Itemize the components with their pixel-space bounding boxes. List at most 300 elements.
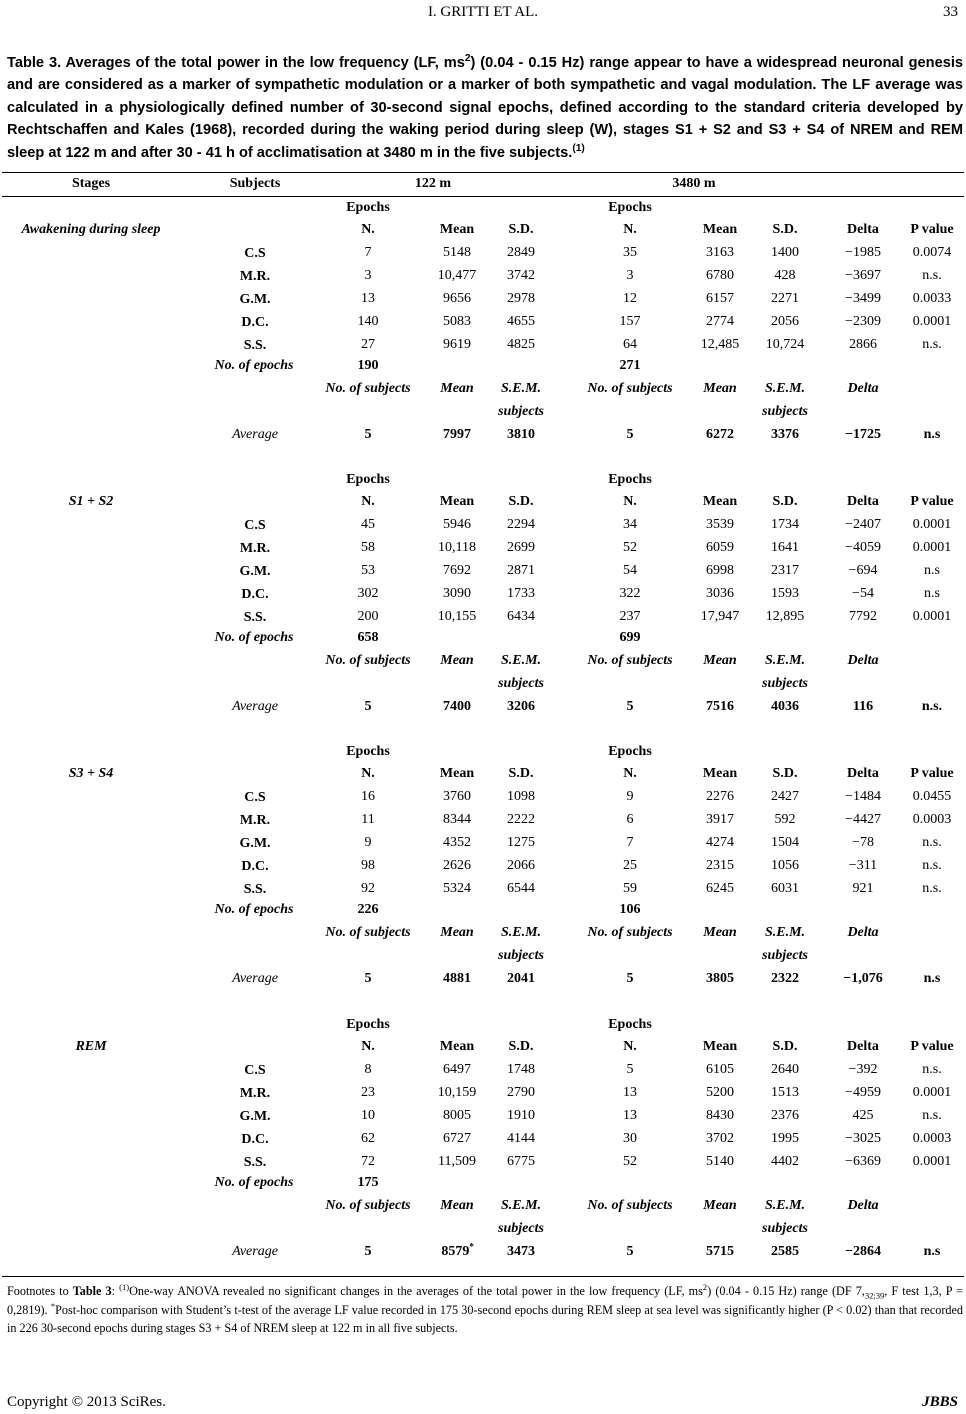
summary-header: No. of subjects — [325, 925, 411, 940]
table-cell: 1995 — [771, 1131, 799, 1146]
caption-sup1: 2 — [464, 53, 471, 65]
subject-name: M.R. — [239, 1086, 271, 1101]
table-cell: 200 — [357, 609, 379, 624]
average-cell: 3206 — [507, 699, 535, 714]
summary-header: Mean — [440, 1198, 474, 1213]
table-cell: 58 — [361, 540, 375, 555]
table-cell: 6059 — [706, 540, 734, 555]
detail-header: Delta — [847, 222, 879, 237]
table-cell: 3742 — [507, 268, 535, 283]
average-cell: 3376 — [771, 427, 799, 442]
table-cell: 1098 — [507, 789, 535, 804]
stage-label: Awakening during sleep — [21, 222, 161, 237]
average-cell: −1725 — [845, 427, 881, 442]
stage-label: S3 + S4 — [68, 766, 114, 781]
detail-header: Mean — [702, 494, 738, 509]
detail-header: N. — [623, 222, 637, 237]
table-cell: 4825 — [507, 337, 535, 352]
summary-subheader: subjects — [762, 1221, 808, 1236]
table-cell: 0.0001 — [912, 540, 952, 555]
table-cell: 54 — [623, 563, 637, 578]
epochs-label-3480m: Epochs — [608, 1017, 652, 1032]
table-cell: 23 — [361, 1085, 375, 1100]
table-cell: 9656 — [443, 291, 471, 306]
table-cell: 237 — [619, 609, 641, 624]
table-cell: 2056 — [771, 314, 799, 329]
summary-header: Mean — [440, 925, 474, 940]
footnote-text2: ) (0.04 - 0.15 Hz) range (DF 7, — [707, 1284, 865, 1298]
average-cell: 7997 — [443, 427, 471, 442]
table-cell: 3 — [364, 268, 372, 283]
table-cell: 921 — [852, 881, 874, 896]
table-cell: −1985 — [845, 245, 881, 260]
summary-header: Mean — [703, 653, 737, 668]
table-cell: −3025 — [845, 1131, 881, 1146]
table-cell: 2774 — [706, 314, 734, 329]
average-cell: 5 — [626, 1244, 634, 1259]
summary-header: No. of subjects — [587, 925, 673, 940]
summary-header: S.E.M. — [500, 1198, 542, 1213]
footnote-lead: Footnotes to — [7, 1284, 73, 1298]
average-significance-mark: * — [469, 1241, 474, 1252]
detail-header: S.D. — [772, 494, 798, 509]
table-cell: −694 — [848, 563, 878, 578]
summary-header: No. of subjects — [325, 653, 411, 668]
average-cell: 2041 — [507, 971, 535, 986]
table-cell: n.s. — [922, 1108, 942, 1123]
running-title: I. GRITTI ET AL. — [427, 4, 539, 20]
table-cell: 8 — [364, 1062, 372, 1077]
table-cell: 35 — [623, 245, 637, 260]
table-cell: −392 — [848, 1062, 878, 1077]
epochs-label-122m: Epochs — [346, 472, 390, 487]
detail-header: Mean — [439, 766, 475, 781]
subject-name: S.S. — [243, 610, 267, 625]
subject-name: D.C. — [241, 587, 269, 602]
table-cell: n.s. — [922, 835, 942, 850]
table-cell: 9 — [364, 835, 372, 850]
average-cell: 5 — [626, 971, 634, 986]
subject-name: D.C. — [241, 315, 269, 330]
table-cell: 10,118 — [438, 540, 476, 555]
table-cell: 0.0001 — [912, 517, 952, 532]
summary-header: S.E.M. — [500, 381, 542, 396]
detail-header: Mean — [439, 494, 475, 509]
summary-header: No. of subjects — [325, 1198, 411, 1213]
average-cell: 2585 — [771, 1244, 799, 1259]
average-cell: 5 — [364, 971, 372, 986]
table-cell: 3539 — [706, 517, 734, 532]
table-cell: 0.0033 — [912, 291, 952, 306]
average-cell: −1,076 — [843, 971, 883, 986]
table-cell: 8005 — [443, 1108, 471, 1123]
table-cell: 5200 — [706, 1085, 734, 1100]
table-cell: 1400 — [771, 245, 799, 260]
table-cell: 10,724 — [765, 337, 805, 352]
subject-name: D.C. — [241, 859, 269, 874]
table-cell: 34 — [623, 517, 637, 532]
subject-name: S.S. — [243, 338, 267, 353]
summary-header: Mean — [440, 653, 474, 668]
summary-header: Mean — [703, 381, 737, 396]
stage-label: REM — [75, 1039, 107, 1054]
summary-header: Mean — [440, 381, 474, 396]
table-cell: 3702 — [706, 1131, 734, 1146]
subject-name: D.C. — [241, 1132, 269, 1147]
table-cell: 2849 — [507, 245, 535, 260]
table-cell: 6 — [626, 812, 634, 827]
detail-header: P value — [910, 222, 954, 237]
table-cell: 2066 — [507, 858, 535, 873]
detail-header: N. — [361, 1039, 375, 1054]
table-cell: n.s — [924, 586, 940, 601]
average-cell: 116 — [852, 699, 874, 714]
table-cell: 6775 — [507, 1154, 535, 1169]
table-cell: 8344 — [443, 812, 471, 827]
table-cell: 8430 — [706, 1108, 734, 1123]
epochs-total-122m: 658 — [357, 630, 379, 645]
table-cell: 1910 — [507, 1108, 535, 1123]
table-cell: 7 — [364, 245, 372, 260]
table-cell: 2222 — [507, 812, 535, 827]
no-epochs-label: No. of epochs — [214, 1175, 294, 1190]
detail-header: P value — [910, 494, 954, 509]
table-cell: 7792 — [849, 609, 877, 624]
table-cell: 6727 — [443, 1131, 471, 1146]
average-cell: 3805 — [706, 971, 734, 986]
table-cell: 72 — [361, 1154, 375, 1169]
table-cell: −2407 — [845, 517, 881, 532]
epochs-total-3480m: 271 — [619, 358, 641, 373]
table-cell: 157 — [619, 314, 641, 329]
table-cell: 6998 — [706, 563, 734, 578]
summary-header: Delta — [847, 653, 879, 668]
detail-header: N. — [361, 766, 375, 781]
table-cell: 4144 — [507, 1131, 535, 1146]
table-cell: 6157 — [706, 291, 734, 306]
table-cell: 12,895 — [765, 609, 805, 624]
average-cell: n.s — [923, 1244, 941, 1259]
epochs-total-122m: 226 — [357, 902, 379, 917]
copyright: Copyright © 2013 SciRes. — [7, 1394, 166, 1410]
average-cell: 5 — [626, 699, 634, 714]
table-cell: n.s. — [922, 337, 942, 352]
table-cell: −78 — [852, 835, 874, 850]
table-cell: 1056 — [771, 858, 799, 873]
table-cell: 7692 — [443, 563, 471, 578]
footnote-sub1: 32 — [864, 1290, 874, 1301]
table-cell: n.s. — [922, 858, 942, 873]
average-label: Average — [232, 1244, 278, 1259]
col-header-122m: 122 m — [414, 176, 452, 191]
summary-header: Delta — [847, 925, 879, 940]
page-number: 33 — [943, 4, 958, 20]
table-cell: 302 — [357, 586, 379, 601]
table-cell: 0.0001 — [912, 314, 952, 329]
table-cell: 1733 — [507, 586, 535, 601]
footnote-text1: One-way ANOVA revealed no significant changes in the averages of the total power in the low frequency (LF, ms — [129, 1284, 703, 1298]
summary-header: Mean — [703, 925, 737, 940]
table-cell: 322 — [619, 586, 641, 601]
detail-header: Mean — [702, 1039, 738, 1054]
table-cell: 2866 — [849, 337, 877, 352]
epochs-label-122m: Epochs — [346, 744, 390, 759]
table-cell: 6434 — [507, 609, 535, 624]
table-cell: 0.0455 — [912, 789, 952, 804]
table-cell: 6245 — [706, 881, 734, 896]
average-cell: 2322 — [771, 971, 799, 986]
footnote-sup1: (1) — [119, 1281, 130, 1292]
table-cell: 5 — [626, 1062, 634, 1077]
summary-subheader: subjects — [498, 404, 544, 419]
table-cell: 4274 — [706, 835, 734, 850]
table-cell: n.s — [924, 563, 940, 578]
average-cell: 8579* — [441, 1241, 474, 1259]
table-cell: −4427 — [845, 812, 881, 827]
table-cell: 10 — [361, 1108, 375, 1123]
table-cell: 5324 — [443, 881, 471, 896]
average-cell: 4881 — [443, 971, 471, 986]
table-cell: 6031 — [771, 881, 799, 896]
table-cell: 3 — [626, 268, 634, 283]
table-cell: 12,485 — [700, 337, 740, 352]
subject-name: C.S — [244, 790, 266, 805]
detail-header: N. — [623, 1039, 637, 1054]
table-cell: 11,509 — [438, 1154, 476, 1169]
epochs-label-122m: Epochs — [346, 1017, 390, 1032]
average-cell: 5 — [364, 1244, 372, 1259]
table-cell: 0.0003 — [912, 1131, 952, 1146]
subject-name: M.R. — [239, 541, 271, 556]
average-cell: 5 — [364, 699, 372, 714]
table-cell: 13 — [361, 291, 375, 306]
table-cell: 6105 — [706, 1062, 734, 1077]
subject-name: G.M. — [239, 564, 271, 579]
detail-header: Delta — [847, 494, 879, 509]
subject-name: C.S — [244, 518, 266, 533]
average-cell: −2864 — [845, 1244, 881, 1259]
table-header-rule — [2, 196, 964, 197]
detail-header: S.D. — [772, 766, 798, 781]
no-epochs-label: No. of epochs — [214, 630, 294, 645]
table-cell: −4959 — [845, 1085, 881, 1100]
table-cell: 2276 — [706, 789, 734, 804]
table-cell: 7 — [626, 835, 634, 850]
detail-header: Mean — [439, 1039, 475, 1054]
table-cell: 12 — [623, 291, 637, 306]
table-cell: 5140 — [706, 1154, 734, 1169]
summary-subheader: subjects — [498, 676, 544, 691]
footnote-table-ref: Table 3 — [72, 1284, 112, 1298]
table-cell: −3499 — [845, 291, 881, 306]
detail-header: Mean — [439, 222, 475, 237]
table-cell: 2626 — [443, 858, 471, 873]
summary-header: Mean — [703, 1198, 737, 1213]
summary-header: No. of subjects — [587, 1198, 673, 1213]
table-cell: 52 — [623, 1154, 637, 1169]
table-cell: 52 — [623, 540, 637, 555]
table-cell: 3163 — [706, 245, 734, 260]
summary-subheader: subjects — [498, 948, 544, 963]
table-cell: 25 — [623, 858, 637, 873]
table-cell: 3760 — [443, 789, 471, 804]
table-cell: 2978 — [507, 291, 535, 306]
detail-header: Delta — [847, 1039, 879, 1054]
table-cell: 2871 — [507, 563, 535, 578]
table-cell: 0.0001 — [912, 1085, 952, 1100]
summary-header: No. of subjects — [587, 653, 673, 668]
table-cell: 6544 — [507, 881, 535, 896]
table-cell: 10,159 — [437, 1085, 477, 1100]
caption-sup2: (1) — [572, 142, 585, 154]
epochs-label-3480m: Epochs — [608, 744, 652, 759]
average-cell: 5 — [364, 427, 372, 442]
summary-header: S.E.M. — [764, 1198, 806, 1213]
table-cell: 592 — [774, 812, 796, 827]
table-cell: 1748 — [507, 1062, 535, 1077]
table-cell: 2699 — [507, 540, 535, 555]
average-cell: n.s — [923, 427, 941, 442]
table-cell: −2309 — [845, 314, 881, 329]
summary-subheader: subjects — [762, 404, 808, 419]
table-cell: 59 — [623, 881, 637, 896]
table-cell: 425 — [852, 1108, 874, 1123]
table-cell: 2317 — [771, 563, 799, 578]
average-label: Average — [232, 699, 278, 714]
table-cell: 92 — [361, 881, 375, 896]
average-cell: 3810 — [507, 427, 535, 442]
table-cell: 4655 — [507, 314, 535, 329]
table-cell: 1504 — [771, 835, 799, 850]
table-cell: 6497 — [443, 1062, 471, 1077]
col-header-3480m: 3480 m — [672, 176, 716, 191]
summary-header: Delta — [847, 381, 879, 396]
table-top-rule — [2, 172, 964, 173]
table-cell: 0.0001 — [912, 609, 952, 624]
table-cell: 1513 — [771, 1085, 799, 1100]
average-cell: 7400 — [443, 699, 471, 714]
table-cell: 2790 — [507, 1085, 535, 1100]
summary-header: S.E.M. — [500, 925, 542, 940]
average-label: Average — [232, 971, 278, 986]
table-cell: 10,155 — [437, 609, 477, 624]
epochs-total-122m: 190 — [357, 358, 379, 373]
subject-name: S.S. — [243, 1155, 267, 1170]
detail-header: S.D. — [508, 766, 534, 781]
average-cell: n.s. — [921, 699, 943, 714]
epochs-label-3480m: Epochs — [608, 472, 652, 487]
subject-name: C.S — [244, 246, 266, 261]
footnote-sup2: 2 — [702, 1281, 708, 1292]
subject-name: C.S — [244, 1063, 266, 1078]
epochs-total-3480m: 106 — [619, 902, 641, 917]
footnote-sub2: 39 — [875, 1290, 885, 1301]
average-cell: 4036 — [771, 699, 799, 714]
table-cell: 13 — [623, 1085, 637, 1100]
table-footnotes — [7, 1282, 963, 1338]
subject-name: S.S. — [243, 882, 267, 897]
footnote-text3: , F test 1,3, P = 0,2819). — [7, 1284, 964, 1317]
table-cell: −4059 — [845, 540, 881, 555]
summary-header: S.E.M. — [764, 925, 806, 940]
average-cell: 5715 — [706, 1244, 734, 1259]
average-cell: 6272 — [706, 427, 734, 442]
summary-subheader: subjects — [762, 948, 808, 963]
table-cell: n.s. — [922, 881, 942, 896]
summary-subheader: subjects — [762, 676, 808, 691]
detail-header: P value — [910, 766, 954, 781]
table-cell: 6780 — [706, 268, 734, 283]
average-label: Average — [232, 427, 278, 442]
detail-header: S.D. — [508, 494, 534, 509]
table-cell: 3036 — [706, 586, 734, 601]
average-cell: 5 — [626, 427, 634, 442]
journal-name: JBBS — [922, 1394, 958, 1410]
table-cell: 2376 — [771, 1108, 799, 1123]
caption-part2: ) (0.04 - 0.15 Hz) range appear to have a widespread neuronal genesis and are considered as a marker of sympathetic modulation or a marker of both sympathetic and vagal modulation. The LF average was calculated in a physiologically defined number of 30-second signal epochs, defined according to the standard criteria developed by Rechtschaffen and Kales (1968), recorded during the waking period during sleep (W), stages S1 + S2 and S3 + S4 of NREM and REM sleep at 122 m and after 30 - 41 h of acclimatisation at 3480 m in the five subjects. — [7, 55, 963, 161]
detail-header: N. — [361, 222, 375, 237]
table-cell: 30 — [623, 1131, 637, 1146]
detail-header: N. — [361, 494, 375, 509]
detail-header: P value — [910, 1039, 954, 1054]
table-cell: 98 — [361, 858, 375, 873]
table-cell: 4352 — [443, 835, 471, 850]
table-cell: 1593 — [771, 586, 799, 601]
table-cell: 2427 — [771, 789, 799, 804]
detail-header: S.D. — [772, 222, 798, 237]
table-cell: 62 — [361, 1131, 375, 1146]
table-cell: 10,477 — [437, 268, 477, 283]
summary-subheader: subjects — [498, 1221, 544, 1236]
detail-header: N. — [623, 494, 637, 509]
table-cell: 5083 — [443, 314, 471, 329]
table-cell: 140 — [357, 314, 379, 329]
table-cell: 64 — [623, 337, 637, 352]
table-cell: 1275 — [507, 835, 535, 850]
no-epochs-label: No. of epochs — [214, 358, 294, 373]
subject-name: G.M. — [239, 836, 271, 851]
summary-header: Delta — [847, 1198, 879, 1213]
detail-header: Mean — [702, 766, 738, 781]
table-cell: 4402 — [771, 1154, 799, 1169]
epochs-label-122m: Epochs — [346, 200, 390, 215]
stage-label: S1 + S2 — [68, 494, 114, 509]
epochs-total-122m: 175 — [357, 1175, 379, 1190]
summary-header: No. of subjects — [587, 381, 673, 396]
table-cell: −311 — [848, 858, 878, 873]
table-cell: 2294 — [507, 517, 535, 532]
table-cell: 1734 — [771, 517, 799, 532]
table-cell: −1484 — [845, 789, 881, 804]
table-cell: 16 — [361, 789, 375, 804]
detail-header: Delta — [847, 766, 879, 781]
detail-header: N. — [623, 766, 637, 781]
table-bottom-rule — [2, 1276, 964, 1277]
table-cell: 3917 — [706, 812, 734, 827]
table-cell: 17,947 — [700, 609, 740, 624]
table-cell: 5148 — [443, 245, 471, 260]
average-cell: 3473 — [507, 1244, 535, 1259]
average-cell: 7516 — [706, 699, 734, 714]
footnote-sep: ; — [873, 1290, 876, 1301]
summary-header: S.E.M. — [500, 653, 542, 668]
summary-header: S.E.M. — [764, 653, 806, 668]
table-cell: 9619 — [443, 337, 471, 352]
table-cell: 1641 — [771, 540, 799, 555]
table-cell: 0.0001 — [912, 1154, 952, 1169]
subject-name: M.R. — [239, 813, 271, 828]
average-cell: n.s — [923, 971, 941, 986]
